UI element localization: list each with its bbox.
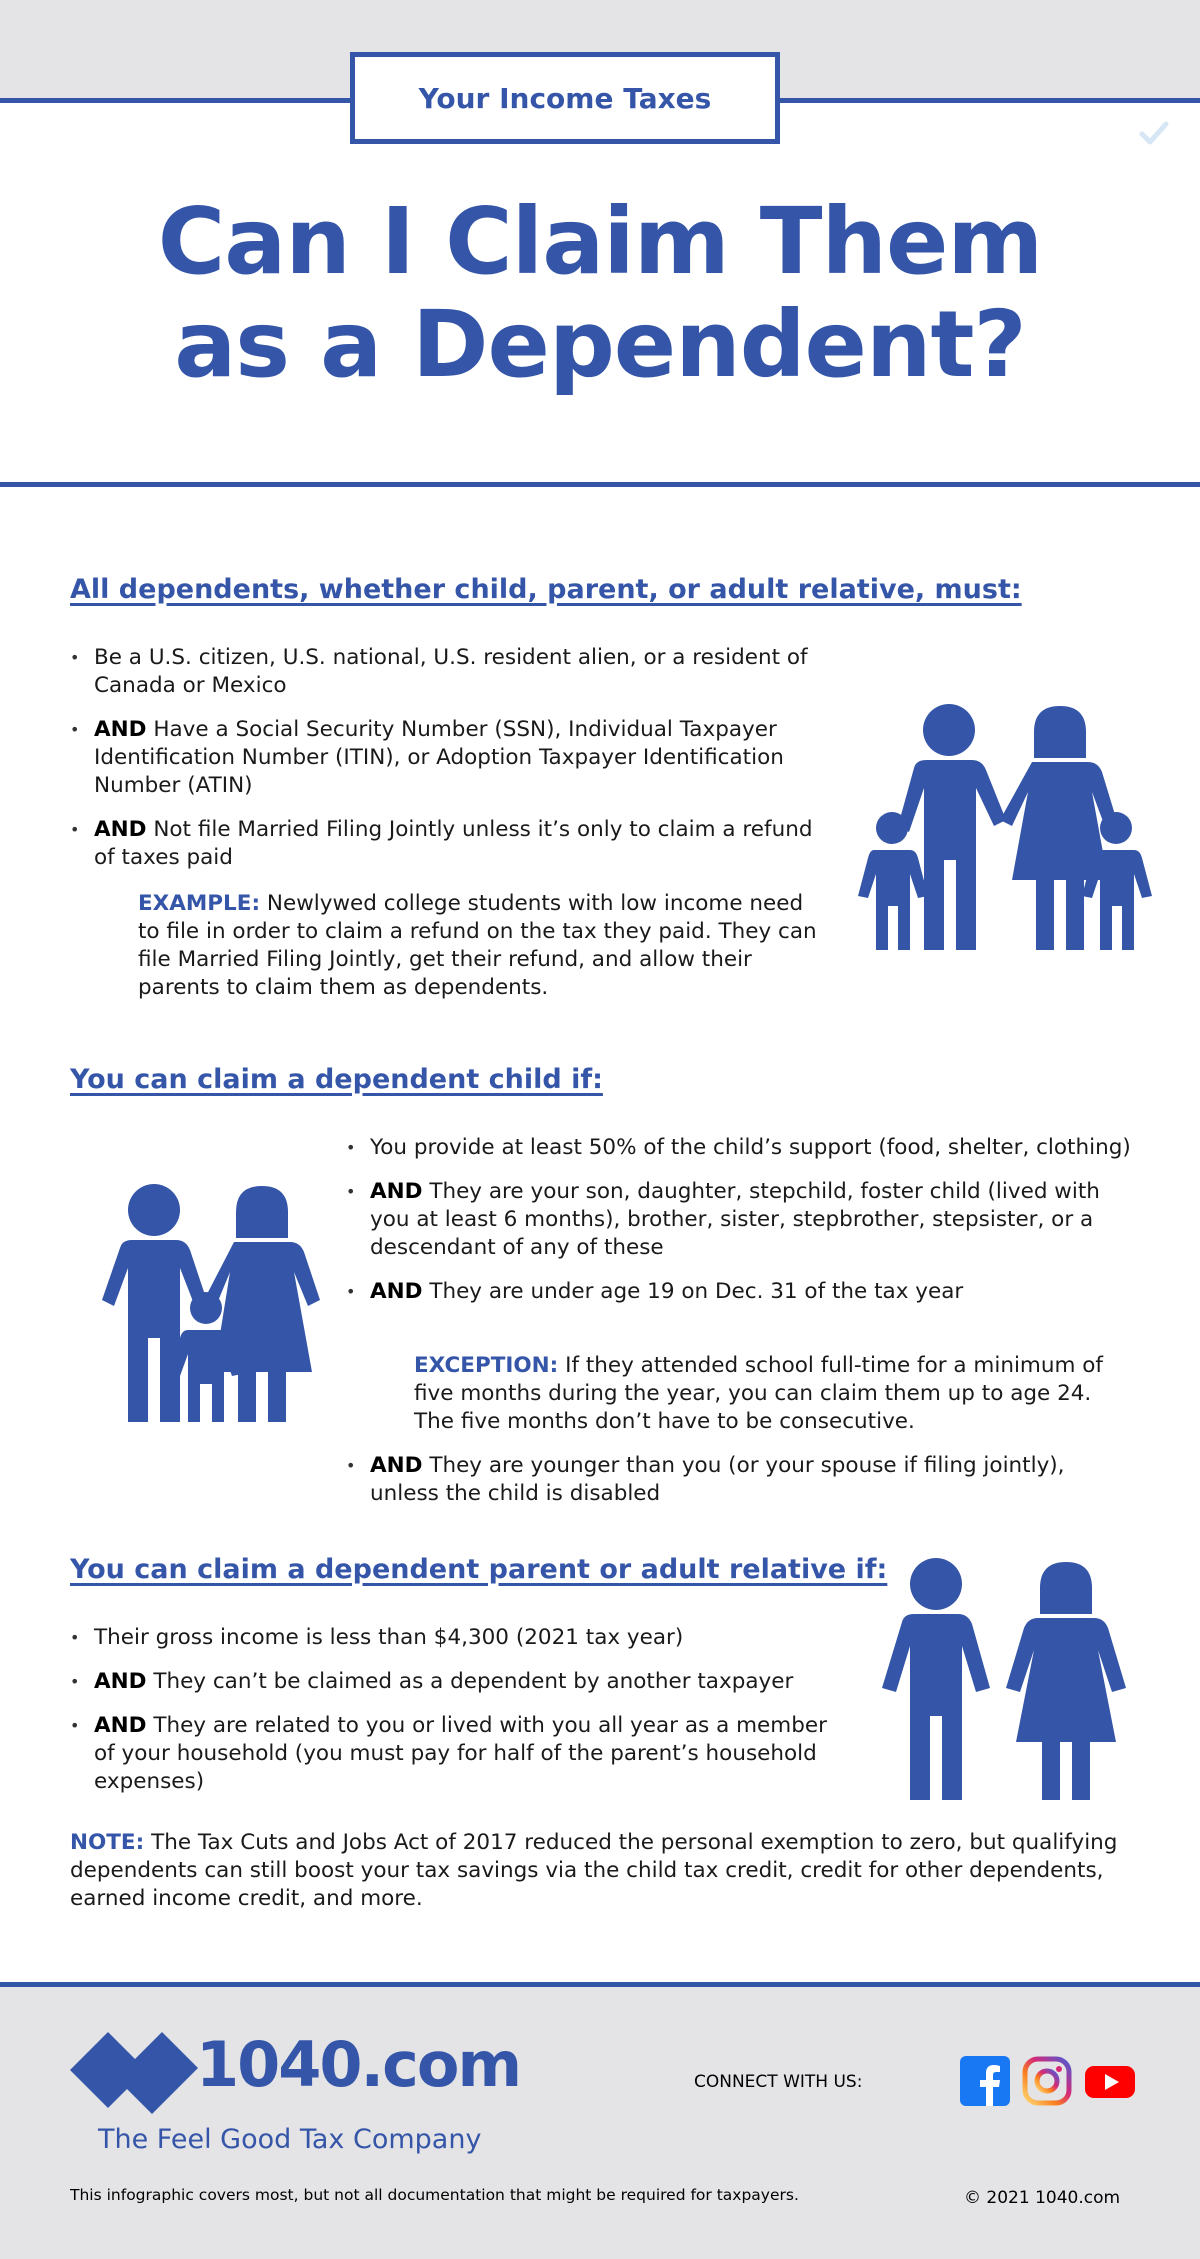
item-prefix: AND	[94, 1713, 147, 1738]
category-tag	[350, 52, 780, 144]
item-text: They can’t be claimed as a dependent by another taxpayer	[146, 1669, 794, 1694]
note-callout	[70, 1829, 1140, 1913]
note-text: The Tax Cuts and Jobs Act of 2017 reduced the personal exemption to zero, but qualifying dependents can still boost your tax savings via the child tax credit, credit for other dependents, earned income credit, and more.	[70, 1830, 1118, 1911]
example-label: EXAMPLE:	[138, 891, 261, 916]
item-text: Not file Married Filing Jointly unless it’s only to claim a refund of taxes paid	[94, 817, 813, 870]
connect-label: CONNECT WITH US:	[694, 2072, 863, 2092]
adults-icon	[872, 1556, 1128, 1800]
item-text: They are under age 19 on Dec. 31 of the tax year	[422, 1279, 964, 1304]
list-item	[346, 1134, 1136, 1162]
item-text: Have a Social Security Number (SSN), Individual Taxpayer Identification Number (ITIN), or Adoption Taxpayer Identification Number (ATIN)	[94, 717, 784, 798]
item-prefix: AND	[94, 1669, 147, 1694]
item-prefix: AND	[94, 817, 147, 842]
item-prefix: AND	[370, 1279, 423, 1304]
header-rule-bottom	[0, 482, 1200, 487]
item-prefix: AND	[94, 717, 147, 742]
facebook-icon[interactable]	[960, 2056, 1010, 2106]
exception-text: If they attended school full-time for a minimum of five months during the year, you can claim them up to age 24. The five months don’t have to be consecutive.	[414, 1353, 1103, 1434]
section-heading-all-dependents: All dependents, whether child, parent, or adult relative, must:	[70, 574, 1022, 605]
item-text: You provide at least 50% of the child’s support (food, shelter, clothing)	[370, 1135, 1131, 1160]
page-title	[0, 188, 1200, 399]
dependent-child-list-continued	[346, 1452, 1136, 1524]
category-tag-label: Your Income Taxes	[418, 81, 712, 115]
list-item	[70, 1668, 830, 1696]
item-prefix: AND	[370, 1453, 423, 1478]
family-icon	[854, 700, 1154, 950]
section-heading-dependent-child: You can claim a dependent child if:	[70, 1064, 603, 1095]
check-icon	[1138, 118, 1170, 150]
list-item	[70, 816, 830, 872]
instagram-icon[interactable]	[1022, 2056, 1072, 2106]
list-item	[346, 1178, 1136, 1262]
item-prefix: AND	[370, 1179, 423, 1204]
dependent-child-list	[346, 1134, 1136, 1322]
list-item	[70, 644, 830, 700]
page-title-line1: Can I Claim Them	[157, 188, 1043, 295]
footer	[0, 1982, 1200, 2259]
copyright: © 2021 1040.com	[964, 2188, 1121, 2208]
youtube-icon[interactable]	[1084, 2056, 1136, 2106]
item-text: They are younger than you (or your spouse if filing jointly), unless the child is disabled	[370, 1453, 1065, 1506]
parent-child-icon	[94, 1182, 324, 1422]
list-item	[346, 1452, 1136, 1508]
item-text: Be a U.S. citizen, U.S. national, U.S. resident alien, or a resident of Canada or Mexico	[94, 645, 808, 698]
logo-wordmark[interactable]: 1040.com	[196, 2028, 521, 2101]
header	[0, 0, 1200, 488]
item-text: They are your son, daughter, stepchild, foster child (lived with you at least 6 months), brother, sister, stepbrother, stepsister, or a descendant of any of these	[370, 1179, 1100, 1260]
list-item	[70, 716, 830, 800]
list-item	[346, 1278, 1136, 1306]
list-item	[70, 1712, 830, 1796]
example-text: Newlywed college students with low income need to file in order to claim a refund on the tax they paid. They can file Married Filing Jointly, get their refund, and allow their parents to claim them as dependents.	[138, 891, 817, 1000]
footer-rule	[0, 1982, 1200, 1987]
all-dependents-list	[70, 644, 830, 888]
disclaimer: This infographic covers most, but not all documentation that might be required for taxpayers.	[70, 2186, 799, 2204]
social-links	[960, 2056, 1136, 2106]
section-heading-dependent-parent: You can claim a dependent parent or adult relative if:	[70, 1554, 888, 1585]
dependent-parent-list	[70, 1624, 830, 1812]
page-title-line2: as a Dependent?	[174, 291, 1026, 399]
example-callout	[138, 890, 828, 1002]
exception-callout	[414, 1352, 1134, 1436]
item-text: Their gross income is less than $4,300 (2021 tax year)	[94, 1625, 684, 1650]
list-item	[70, 1624, 830, 1652]
note-label: NOTE:	[70, 1830, 145, 1855]
tagline: The Feel Good Tax Company	[98, 2124, 482, 2155]
exception-label: EXCEPTION:	[414, 1353, 559, 1378]
item-text: They are related to you or lived with you all year as a member of your household (you must pay for half of the parent’s household expenses)	[94, 1713, 827, 1794]
